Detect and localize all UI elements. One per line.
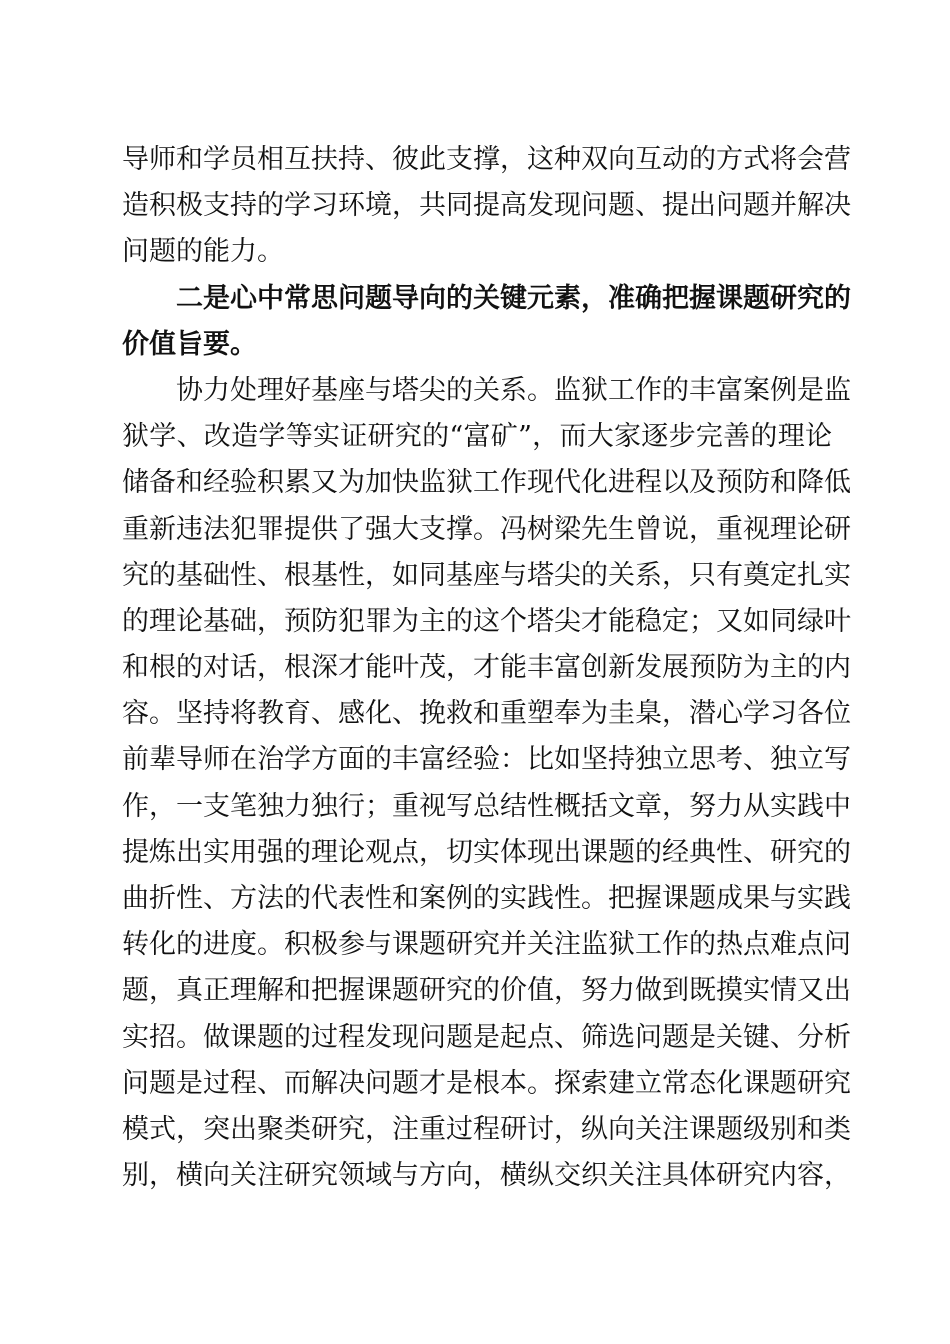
text-line: 模式，突出聚类研究，注重过程研讨，纵向关注课题级别和类 [122, 1113, 851, 1145]
text-line: 别，横向关注研究领域与方向，横纵交织关注具体研究内容， [122, 1160, 851, 1192]
document-body [122, 137, 851, 1199]
text-line: 储备和经验积累又为加快监狱工作现代化进程以及预防和降低 [122, 467, 851, 499]
text-line: 造积极支持的学习环境，共同提高发现问题、提出问题并解决 [122, 190, 851, 222]
text-line: 问题是过程、而解决问题才是根本。探索建立常态化课题研究 [122, 1067, 851, 1099]
text-line: 的理论基础，预防犯罪为主的这个塔尖才能稳定；又如同绿叶 [122, 605, 851, 637]
text-line: 问题的能力。 [122, 236, 284, 268]
text-line: 作，一支笔独力独行；重视写总结性概括文章，努力从实践中 [122, 790, 851, 822]
heading-line: 二是心中常思问题导向的关键元素，准确把握课题研究的 [176, 282, 851, 314]
text-line: 题，真正理解和把握课题研究的价值，努力做到既摸实情又出 [122, 975, 851, 1007]
section-heading [122, 276, 851, 368]
text-line: 究的基础性、根基性，如同基座与塔尖的关系，只有奠定扎实 [122, 559, 851, 591]
text-line: 转化的进度。积极参与课题研究并关注监狱工作的热点难点问 [122, 929, 851, 961]
text-line: 曲折性、方法的代表性和案例的实践性。把握课题成果与实践 [122, 883, 851, 914]
text-line: 狱学、改造学等实证研究的“富矿”，而大家逐步完善的理论 [122, 421, 832, 453]
paragraph-body [122, 368, 851, 1199]
text-line: 容。坚持将教育、感化、挽救和重塑奉为圭臬，潜心学习各位 [122, 698, 851, 730]
text-line: 提炼出实用强的理论观点，切实体现出课题的经典性、研究的 [122, 836, 851, 868]
heading-line: 价值旨要。 [122, 328, 257, 360]
text-line: 前辈导师在治学方面的丰富经验：比如坚持独立思考、独立写 [122, 744, 851, 776]
text-line: 协力处理好基座与塔尖的关系。监狱工作的丰富案例是监 [176, 374, 851, 406]
text-line: 重新违法犯罪提供了强大支撑。冯树梁先生曾说，重视理论研 [122, 513, 851, 545]
text-line: 实招。做课题的过程发现问题是起点、筛选问题是关键、分析 [122, 1021, 851, 1053]
text-line: 和根的对话，根深才能叶茂，才能丰富创新发展预防为主的内 [122, 652, 851, 684]
text-line: 导师和学员相互扶持、彼此支撑，这种双向互动的方式将会营 [122, 144, 851, 175]
paragraph-continuation [122, 137, 851, 276]
